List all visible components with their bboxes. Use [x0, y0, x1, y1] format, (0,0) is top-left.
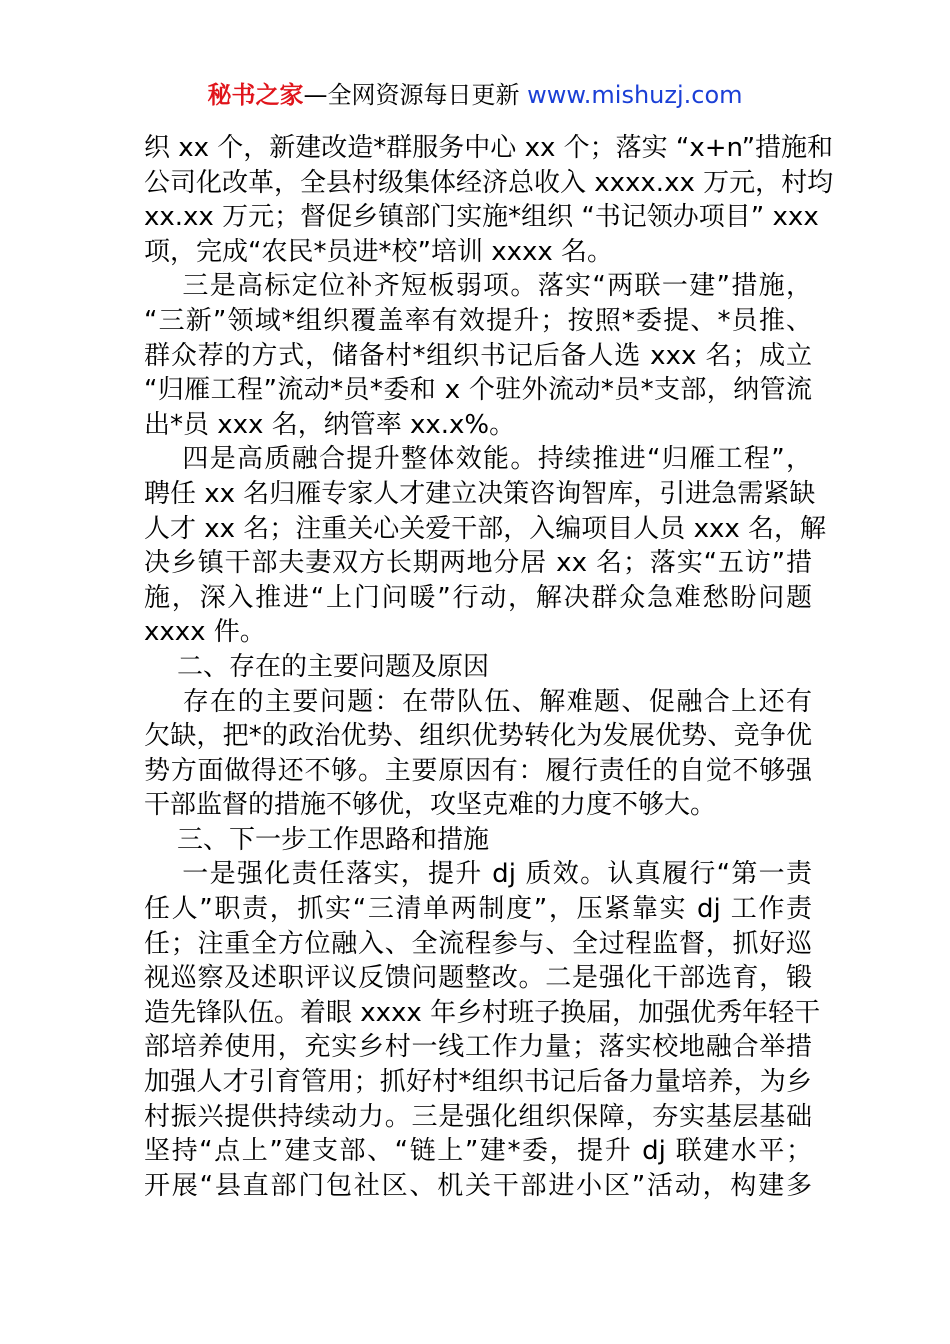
text-line: 三是高标定位补齐短板弱项。落实“两联一建”措施，	[144, 271, 812, 302]
text-line: 织 xx 个，新建改造*群服务中心 xx 个；落实 “x+n”措施和	[144, 133, 834, 163]
text-line: 公司化改革，全县村级集体经济总收入 xxxx.xx 万元，村均	[144, 167, 834, 198]
text-line: xx.xx 万元；督促乡镇部门实施*组织 “书记领办项目” xxx	[144, 202, 819, 233]
text-line: 开展“县直部门包社区、机关干部进小区”活动，构建多	[144, 1170, 812, 1201]
text-line: 欠缺，把*的政治优势、组织优势转化为发展优势、竞争优	[144, 721, 812, 752]
document-body	[144, 131, 834, 1203]
text-line: 势方面做得还不够。主要原因有：履行责任的自觉不够强	[144, 755, 812, 786]
text-line: 坚持“点上”建支部、“链上”建*委，提升 dj 联建水平；	[144, 1136, 812, 1167]
text-line: 三、下一步工作思路和措施	[144, 824, 490, 855]
text-line: 人才 xx 名；注重关心关爱干部，入编项目人员 xxx 名，解	[144, 513, 826, 544]
header-tagline: —全网资源每日更新	[303, 81, 528, 109]
text-line: 聘任 xx 名归雁专家人才建立决策咨询智库，引进急需紧缺	[144, 478, 816, 509]
text-line: 决乡镇干部夫妻双方长期两地分居 xx 名；落实“五访”措	[144, 548, 812, 579]
text-line: 干部监督的措施不够优，攻坚克难的力度不够大。	[144, 790, 717, 821]
text-line: 施，深入推进“上门问暖”行动，解决群众急难愁盼问题	[144, 582, 812, 613]
brand-name: 秘书之家	[207, 81, 304, 109]
site-header	[0, 78, 950, 112]
text-line: 四是高质融合提升整体效能。持续推进“归雁工程”，	[144, 444, 812, 475]
text-line: 造先锋队伍。着眼 xxxx 年乡村班子换届，加强优秀年轻干	[144, 997, 821, 1028]
text-line: 村振兴提供持续动力。三是强化组织保障，夯实基层基础	[144, 1101, 812, 1132]
text-line: 项，完成“农民*员进*校”培训 xxxx 名。	[144, 236, 614, 267]
text-line: 一是强化责任落实，提升 dj 质效。认真履行“第一责	[144, 859, 812, 890]
text-line: 存在的主要问题：在带队伍、解难题、促融合上还有	[144, 686, 812, 717]
site-url-link[interactable]: www.mishuzj.com	[527, 81, 743, 109]
text-line: 群众荐的方式，储备村*组织书记后备人选 xxx 名；成立	[144, 340, 812, 371]
text-line: 二、存在的主要问题及原因	[144, 651, 490, 682]
text-line: “三新”领域*组织覆盖率有效提升；按照*委提、*员推、	[144, 305, 812, 336]
text-line: 加强人才引育管用；抓好村*组织书记后备力量培养，为乡	[144, 1067, 812, 1098]
text-line: “归雁工程”流动*员*委和 x 个驻外流动*员*支部，纳管流	[144, 375, 812, 406]
text-line: 任人”职责，抓实“三清单两制度”，压紧靠实 dj 工作责	[144, 894, 812, 925]
text-line: 任；注重全方位融入、全流程参与、全过程监督，抓好巡	[144, 928, 812, 959]
text-line: 出*员 xxx 名，纳管率 xx.x%。	[144, 409, 516, 440]
text-line: xxxx 件。	[144, 617, 266, 648]
text-line: 视巡察及述职评议反馈问题整改。二是强化干部选育，锻	[144, 963, 812, 994]
text-line: 部培养使用，充实乡村一线工作力量；落实校地融合举措	[144, 1032, 812, 1063]
